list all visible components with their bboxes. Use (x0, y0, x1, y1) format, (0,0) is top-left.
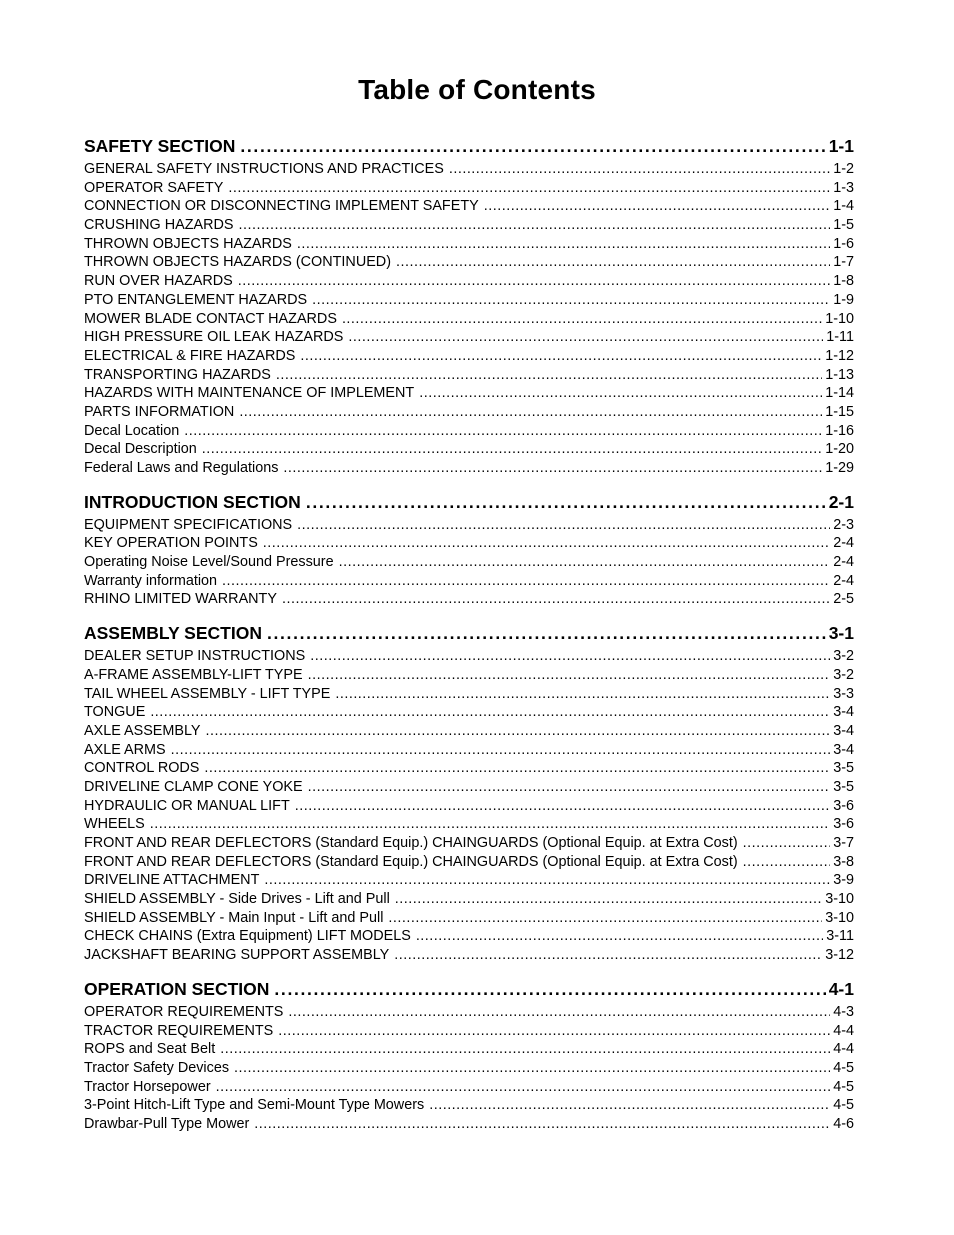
toc-entry-page-number: 3-11 (826, 928, 854, 945)
toc-entry[interactable] (84, 890, 854, 909)
toc-entry-page-number: 1-7 (833, 254, 854, 271)
dot-leader (419, 384, 822, 403)
toc-entry-label: THROWN OBJECTS HAZARDS (CONTINUED) (84, 254, 391, 271)
dot-leader (267, 621, 826, 645)
dot-leader (429, 1096, 830, 1115)
toc-entry[interactable] (84, 197, 854, 216)
toc-entry[interactable] (84, 871, 854, 890)
dot-leader (297, 235, 830, 254)
dot-leader (222, 572, 830, 591)
toc-entry[interactable] (84, 647, 854, 666)
dot-leader (283, 459, 822, 478)
toc-entry-label: EQUIPMENT SPECIFICATIONS (84, 516, 293, 533)
toc-entry[interactable] (84, 1022, 854, 1041)
toc-entry-label: ELECTRICAL & FIRE HAZARDS (84, 347, 296, 364)
toc-entry-label: Warranty information (84, 572, 218, 589)
toc-entry[interactable] (84, 927, 854, 946)
dot-leader (342, 310, 822, 329)
toc-entry-label: HYDRAULIC OR MANUAL LIFT (84, 797, 290, 814)
dot-leader (171, 741, 831, 760)
toc-entry[interactable] (84, 778, 854, 797)
toc-entry-page-number: 1-6 (833, 235, 854, 252)
toc-entry-label: JACKSHAFT BEARING SUPPORT ASSEMBLY (84, 947, 390, 964)
toc-entry-page-number: 1-11 (826, 329, 854, 346)
dot-leader (274, 977, 825, 1001)
dot-leader (339, 553, 831, 572)
toc-entry-page-number: 1-8 (833, 273, 854, 290)
toc-section (84, 977, 854, 1134)
toc-entry[interactable] (84, 797, 854, 816)
toc-entry-page-number: 1-16 (825, 422, 854, 439)
toc-entry-page-number: 1-15 (825, 403, 854, 420)
toc-entry-label: Operating Noise Level/Sound Pressure (84, 554, 334, 571)
dot-leader (743, 834, 831, 853)
toc-entry-label: SHIELD ASSEMBLY - Main Input - Lift and Pull (84, 909, 384, 926)
toc-entry-page-number: 3-2 (833, 648, 854, 665)
section-heading-label: INTRODUCTION SECTION (84, 491, 301, 512)
toc-entry[interactable] (84, 759, 854, 778)
section-page-number: 3-1 (828, 623, 854, 644)
toc-entry-page-number: 4-5 (833, 1078, 854, 1095)
toc-entry-label: Decal Location (84, 422, 180, 439)
toc-entry-label: DRIVELINE CLAMP CONE YOKE (84, 778, 303, 795)
page-title: Table of Contents (358, 74, 596, 105)
toc-entry[interactable] (84, 553, 854, 572)
toc-entry[interactable] (84, 1003, 854, 1022)
section-heading[interactable] (84, 621, 854, 645)
dot-leader (206, 722, 831, 741)
toc-entry-label: AXLE ASSEMBLY (84, 722, 201, 739)
dot-leader (263, 534, 830, 553)
toc-entry-label: Drawbar-Pull Type Mower (84, 1115, 250, 1132)
toc-entry[interactable] (84, 909, 854, 928)
section-page-number: 1-1 (828, 136, 854, 156)
dot-leader (278, 1022, 830, 1041)
dot-leader (234, 1059, 830, 1078)
toc-entry-label: Tractor Safety Devices (84, 1059, 230, 1076)
toc-entry[interactable] (84, 179, 854, 198)
toc-section (84, 621, 854, 965)
toc-entry-label: CONTROL RODS (84, 760, 200, 777)
toc-entry[interactable] (84, 590, 854, 609)
toc-entry[interactable] (84, 1040, 854, 1059)
toc-entry[interactable] (84, 310, 854, 329)
dot-leader (254, 1115, 830, 1134)
dot-leader (394, 946, 822, 965)
toc-entry-label: A-FRAME ASSEMBLY-LIFT TYPE (84, 666, 303, 683)
toc-entry[interactable] (84, 834, 854, 853)
toc-entry[interactable] (84, 459, 854, 478)
dot-leader (240, 134, 825, 158)
dot-leader (216, 1078, 831, 1097)
toc-entry-label: TRANSPORTING HAZARDS (84, 366, 271, 383)
toc-entry[interactable] (84, 347, 854, 366)
toc-entry[interactable] (84, 534, 854, 553)
dot-leader (308, 666, 831, 685)
toc-entry-label: CONNECTION OR DISCONNECTING IMPLEMENT SAFETY (84, 198, 479, 215)
toc-entry-label: AXLE ARMS (84, 741, 166, 758)
toc-entry-page-number: 1-14 (825, 385, 854, 402)
toc-entry-label: GENERAL SAFETY INSTRUCTIONS AND PRACTICES (84, 161, 444, 177)
toc-entry-page-number: 1-2 (833, 161, 854, 177)
toc-entry-page-number: 2-4 (833, 554, 854, 571)
toc-entry-page-number: 3-7 (833, 835, 854, 851)
toc-entry-label: FRONT AND REAR DEFLECTORS (Standard Equip.) CHAINGUARDS (Optional Equip. at Extra Cost) (84, 835, 738, 851)
dot-leader (308, 778, 831, 797)
dot-leader (449, 160, 830, 179)
toc-entry-page-number: 1-3 (833, 179, 854, 196)
toc-entry-label: WHEELS (84, 816, 145, 833)
toc-entry-label: MOWER BLADE CONTACT HAZARDS (84, 310, 337, 327)
toc-entry-label: CHECK CHAINS (Extra Equipment) LIFT MODELS (84, 928, 411, 945)
toc-entry-page-number: 1-12 (825, 347, 854, 364)
toc-entry-page-number: 4-5 (833, 1059, 854, 1076)
toc-entry-label: RUN OVER HAZARDS (84, 273, 233, 290)
toc-entry-page-number: 1-4 (833, 198, 854, 215)
toc-entry-label: DRIVELINE ATTACHMENT (84, 872, 260, 889)
section-spacer (84, 609, 854, 621)
toc-entry-page-number: 2-5 (833, 591, 854, 608)
toc-entry-label: SHIELD ASSEMBLY - Side Drives - Lift and Pull (84, 891, 390, 908)
section-page-number: 4-1 (828, 978, 854, 999)
dot-leader (239, 403, 822, 422)
dot-leader (743, 853, 831, 872)
toc-entry[interactable] (84, 253, 854, 272)
toc-entry[interactable] (84, 235, 854, 254)
toc-entry-page-number: 3-10 (825, 891, 854, 908)
toc-entry-page-number: 3-6 (833, 816, 854, 833)
toc-entry[interactable] (84, 572, 854, 591)
toc-section (84, 134, 854, 478)
toc-entry-label: PTO ENTANGLEMENT HAZARDS (84, 291, 308, 308)
toc-entry[interactable] (84, 216, 854, 235)
toc-entry-label: DEALER SETUP INSTRUCTIONS (84, 648, 306, 665)
dot-leader (416, 927, 823, 946)
toc-entry-label: HIGH PRESSURE OIL LEAK HAZARDS (84, 329, 344, 346)
toc-entry-label: 3-Point Hitch-Lift Type and Semi-Mount Type Mowers (84, 1097, 425, 1114)
toc-entry-page-number: 4-6 (833, 1115, 854, 1132)
dot-leader (388, 909, 822, 928)
toc-entry-label: OPERATOR SAFETY (84, 179, 224, 196)
section-heading-label: OPERATION SECTION (84, 978, 270, 999)
section-page-number: 2-1 (828, 491, 854, 512)
toc-entry-page-number: 3-4 (833, 722, 854, 739)
toc-entry-label: TAIL WHEEL ASSEMBLY - LIFT TYPE (84, 685, 331, 702)
toc-entry-label: OPERATOR REQUIREMENTS (84, 1003, 284, 1020)
toc-entry-label: PARTS INFORMATION (84, 403, 235, 420)
dot-leader (220, 1040, 830, 1059)
toc-entry-label: THROWN OBJECTS HAZARDS (84, 235, 292, 252)
toc-entry-page-number: 4-5 (833, 1097, 854, 1114)
toc-entry-page-number: 3-5 (833, 778, 854, 795)
toc-entry-label: RHINO LIMITED WARRANTY (84, 591, 277, 608)
toc-entry-page-number: 1-10 (825, 310, 854, 327)
toc-entry-label: FRONT AND REAR DEFLECTORS (Standard Equip.) CHAINGUARDS (Optional Equip. at Extra Cost) (84, 853, 738, 870)
toc-entry-label: ROPS and Seat Belt (84, 1041, 216, 1058)
dot-leader (202, 440, 822, 459)
toc-entry-page-number: 3-12 (825, 947, 854, 964)
toc-entry-label: Decal Description (84, 441, 197, 458)
dot-leader (312, 291, 830, 310)
toc-entry[interactable] (84, 703, 854, 722)
dot-leader (288, 1003, 830, 1022)
toc-entry[interactable] (84, 272, 854, 291)
dot-leader (348, 328, 823, 347)
toc-entry-page-number: 4-4 (833, 1041, 854, 1058)
toc-entry-page-number: 1-29 (825, 460, 854, 476)
toc-entry-page-number: 1-20 (825, 441, 854, 458)
toc-entry-page-number: 1-5 (833, 217, 854, 234)
toc-entry[interactable] (84, 291, 854, 310)
dot-leader (184, 422, 822, 441)
toc-entry[interactable] (84, 666, 854, 685)
toc-entry[interactable] (84, 328, 854, 347)
toc-entry-page-number: 3-3 (833, 685, 854, 702)
toc-entry[interactable] (84, 440, 854, 459)
dot-leader (300, 347, 822, 366)
toc-entry-page-number: 3-4 (833, 704, 854, 721)
toc-entry-label: KEY OPERATION POINTS (84, 535, 258, 552)
toc-entry-page-number: 3-4 (833, 741, 854, 758)
toc-entry[interactable] (84, 741, 854, 760)
section-heading-label: ASSEMBLY SECTION (84, 623, 262, 644)
toc-entry-label: Tractor Horsepower (84, 1078, 211, 1095)
dot-leader (335, 685, 830, 704)
dot-leader (204, 759, 830, 778)
toc-entry-label: Federal Laws and Regulations (84, 460, 279, 476)
toc-entry[interactable] (84, 384, 854, 403)
toc-entry-page-number: 3-9 (833, 872, 854, 889)
toc-entry-label: TRACTOR REQUIREMENTS (84, 1022, 274, 1039)
toc-entry-page-number: 2-4 (833, 535, 854, 552)
toc-entry-label: TONGUE (84, 704, 146, 721)
toc-entry[interactable] (84, 1096, 854, 1115)
dot-leader (239, 216, 831, 235)
dot-leader (484, 197, 830, 216)
toc-entry-page-number: 3-2 (833, 666, 854, 683)
toc-entry[interactable] (84, 422, 854, 441)
toc-entry-page-number: 2-4 (833, 572, 854, 589)
toc-entry-label: CRUSHING HAZARDS (84, 217, 234, 234)
section-heading[interactable] (84, 134, 854, 158)
toc-entry[interactable] (84, 1078, 854, 1097)
toc-entry-page-number: 4-3 (833, 1003, 854, 1020)
section-heading[interactable] (84, 977, 854, 1001)
toc-entry[interactable] (84, 685, 854, 704)
dot-leader (228, 179, 830, 198)
toc-entry-page-number: 2-3 (833, 516, 854, 533)
dot-leader (297, 516, 830, 535)
dot-leader (238, 272, 830, 291)
toc-entry-label: HAZARDS WITH MAINTENANCE OF IMPLEMENT (84, 385, 415, 402)
toc-entry-page-number: 3-10 (825, 909, 854, 926)
dot-leader (295, 797, 830, 816)
toc-entry[interactable] (84, 1115, 854, 1134)
table-of-contents (84, 134, 854, 1134)
toc-section (84, 490, 854, 609)
dot-leader (150, 703, 830, 722)
section-heading-label: SAFETY SECTION (84, 136, 236, 156)
toc-entry[interactable] (84, 946, 854, 965)
dot-leader (150, 815, 830, 834)
dot-leader (282, 590, 830, 609)
toc-entry-page-number: 3-6 (833, 797, 854, 814)
dot-leader (276, 366, 822, 385)
toc-entry[interactable] (84, 403, 854, 422)
dot-leader (396, 253, 830, 272)
section-spacer (84, 965, 854, 977)
toc-entry-page-number: 4-4 (833, 1022, 854, 1039)
toc-entry[interactable] (84, 853, 854, 872)
dot-leader (306, 490, 826, 514)
toc-entry-page-number: 3-5 (833, 760, 854, 777)
toc-entry[interactable] (84, 160, 854, 179)
toc-entry[interactable] (84, 516, 854, 535)
toc-entry[interactable] (84, 366, 854, 385)
toc-entry[interactable] (84, 722, 854, 741)
dot-leader (264, 871, 830, 890)
toc-entry[interactable] (84, 1059, 854, 1078)
toc-entry[interactable] (84, 815, 854, 834)
dot-leader (310, 647, 830, 666)
section-heading[interactable] (84, 490, 854, 514)
toc-entry-page-number: 3-8 (833, 853, 854, 870)
toc-entry-page-number: 1-13 (825, 366, 854, 383)
toc-entry-page-number: 1-9 (833, 291, 854, 308)
section-spacer (84, 478, 854, 490)
dot-leader (395, 890, 822, 909)
